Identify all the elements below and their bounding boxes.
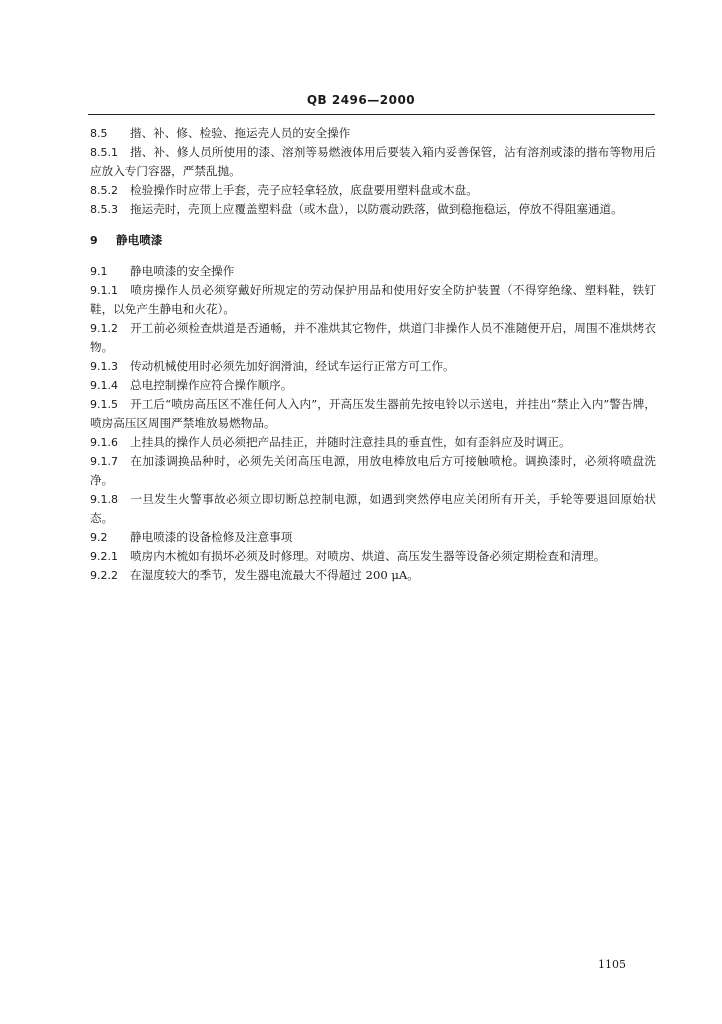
clause-9-1-7: 9.1.7 在加漆调换品种时，必须先关闭高压电源，用放电棒放电后方可接触喷枪。调换漆时，必须将喷盘洗净。 xyxy=(90,454,656,487)
clause-9-1-1: 9.1.1 喷房操作人员必须穿戴好所规定的劳动保护用品和使用好安全防护装置（不得穿绝缘、塑料鞋，铁钉鞋，以免产生静电和火花）。 xyxy=(90,283,656,316)
clause-9-1-8: 9.1.8 一旦发生火警事故必须立即切断总控制电源，如遇到突然停电应关闭所有开关，手轮等要退回原始状态。 xyxy=(90,492,656,525)
clause-8-5-1: 8.5.1 揩、补、修人员所使用的漆、溶剂等易燃液体用后要装入箱内妥善保管，沾有溶剂或漆的揩布等物用后应放入专门容器，严禁乱抛。 xyxy=(90,145,656,178)
clause-9-2-1: 9.2.1 喷房内木梳如有损坏必须及时修理。对喷房、烘道、高压发生器等设备必须定期检查和清理。 xyxy=(90,549,606,563)
clause-9-1-5: 9.1.5 开工后“喷房高压区不准任何人入内”，开高压发生器前先按电铃以示送电，并挂出“禁止入内”警告牌，喷房高压区周围严禁堆放易燃物品。 xyxy=(90,397,656,430)
subsection-heading-9-2: 9.2 静电喷漆的设备检修及注意事项 xyxy=(90,530,293,544)
clause-9-1-4: 9.1.4 总电控制操作应符合操作顺序。 xyxy=(90,378,293,392)
clause-9-2-2: 9.2.2 在湿度较大的季节，发生器电流最大不得超过 200 μA。 xyxy=(90,568,419,582)
standard-code-header: QB 2496—2000 xyxy=(306,93,416,107)
document-body xyxy=(90,124,656,585)
subsection-heading-8-5: 8.5 揩、补、修、检验、拖运壳人员的安全操作 xyxy=(90,126,351,140)
header-rule xyxy=(88,114,655,115)
clause-9-1-2: 9.1.2 开工前必须检查烘道是否通畅，并不准烘其它物件，烘道门非操作人员不准随便开启，周围不准烘烤衣物。 xyxy=(90,321,656,354)
section-heading-9: 9 静电喷漆 xyxy=(90,233,163,247)
clause-9-1-6: 9.1.6 上挂具的操作人员必须把产品挂正，并随时注意挂具的垂直性，如有歪斜应及时调正。 xyxy=(90,435,571,449)
subsection-heading-9-1: 9.1 静电喷漆的安全操作 xyxy=(90,264,235,278)
clause-8-5-2: 8.5.2 检验操作时应带上手套，壳子应轻拿轻放，底盘要用塑料盘或木盘。 xyxy=(90,183,478,197)
clause-9-1-3: 9.1.3 传动机械使用时必须先加好润滑油，经试车运行正常方可工作。 xyxy=(90,359,455,373)
page-number: 1105 xyxy=(598,958,626,971)
clause-8-5-3: 8.5.3 拖运壳时，壳顶上应覆盖塑料盘（或木盘），以防震动跌落，做到稳拖稳运，停放不得阻塞通道。 xyxy=(90,202,623,216)
